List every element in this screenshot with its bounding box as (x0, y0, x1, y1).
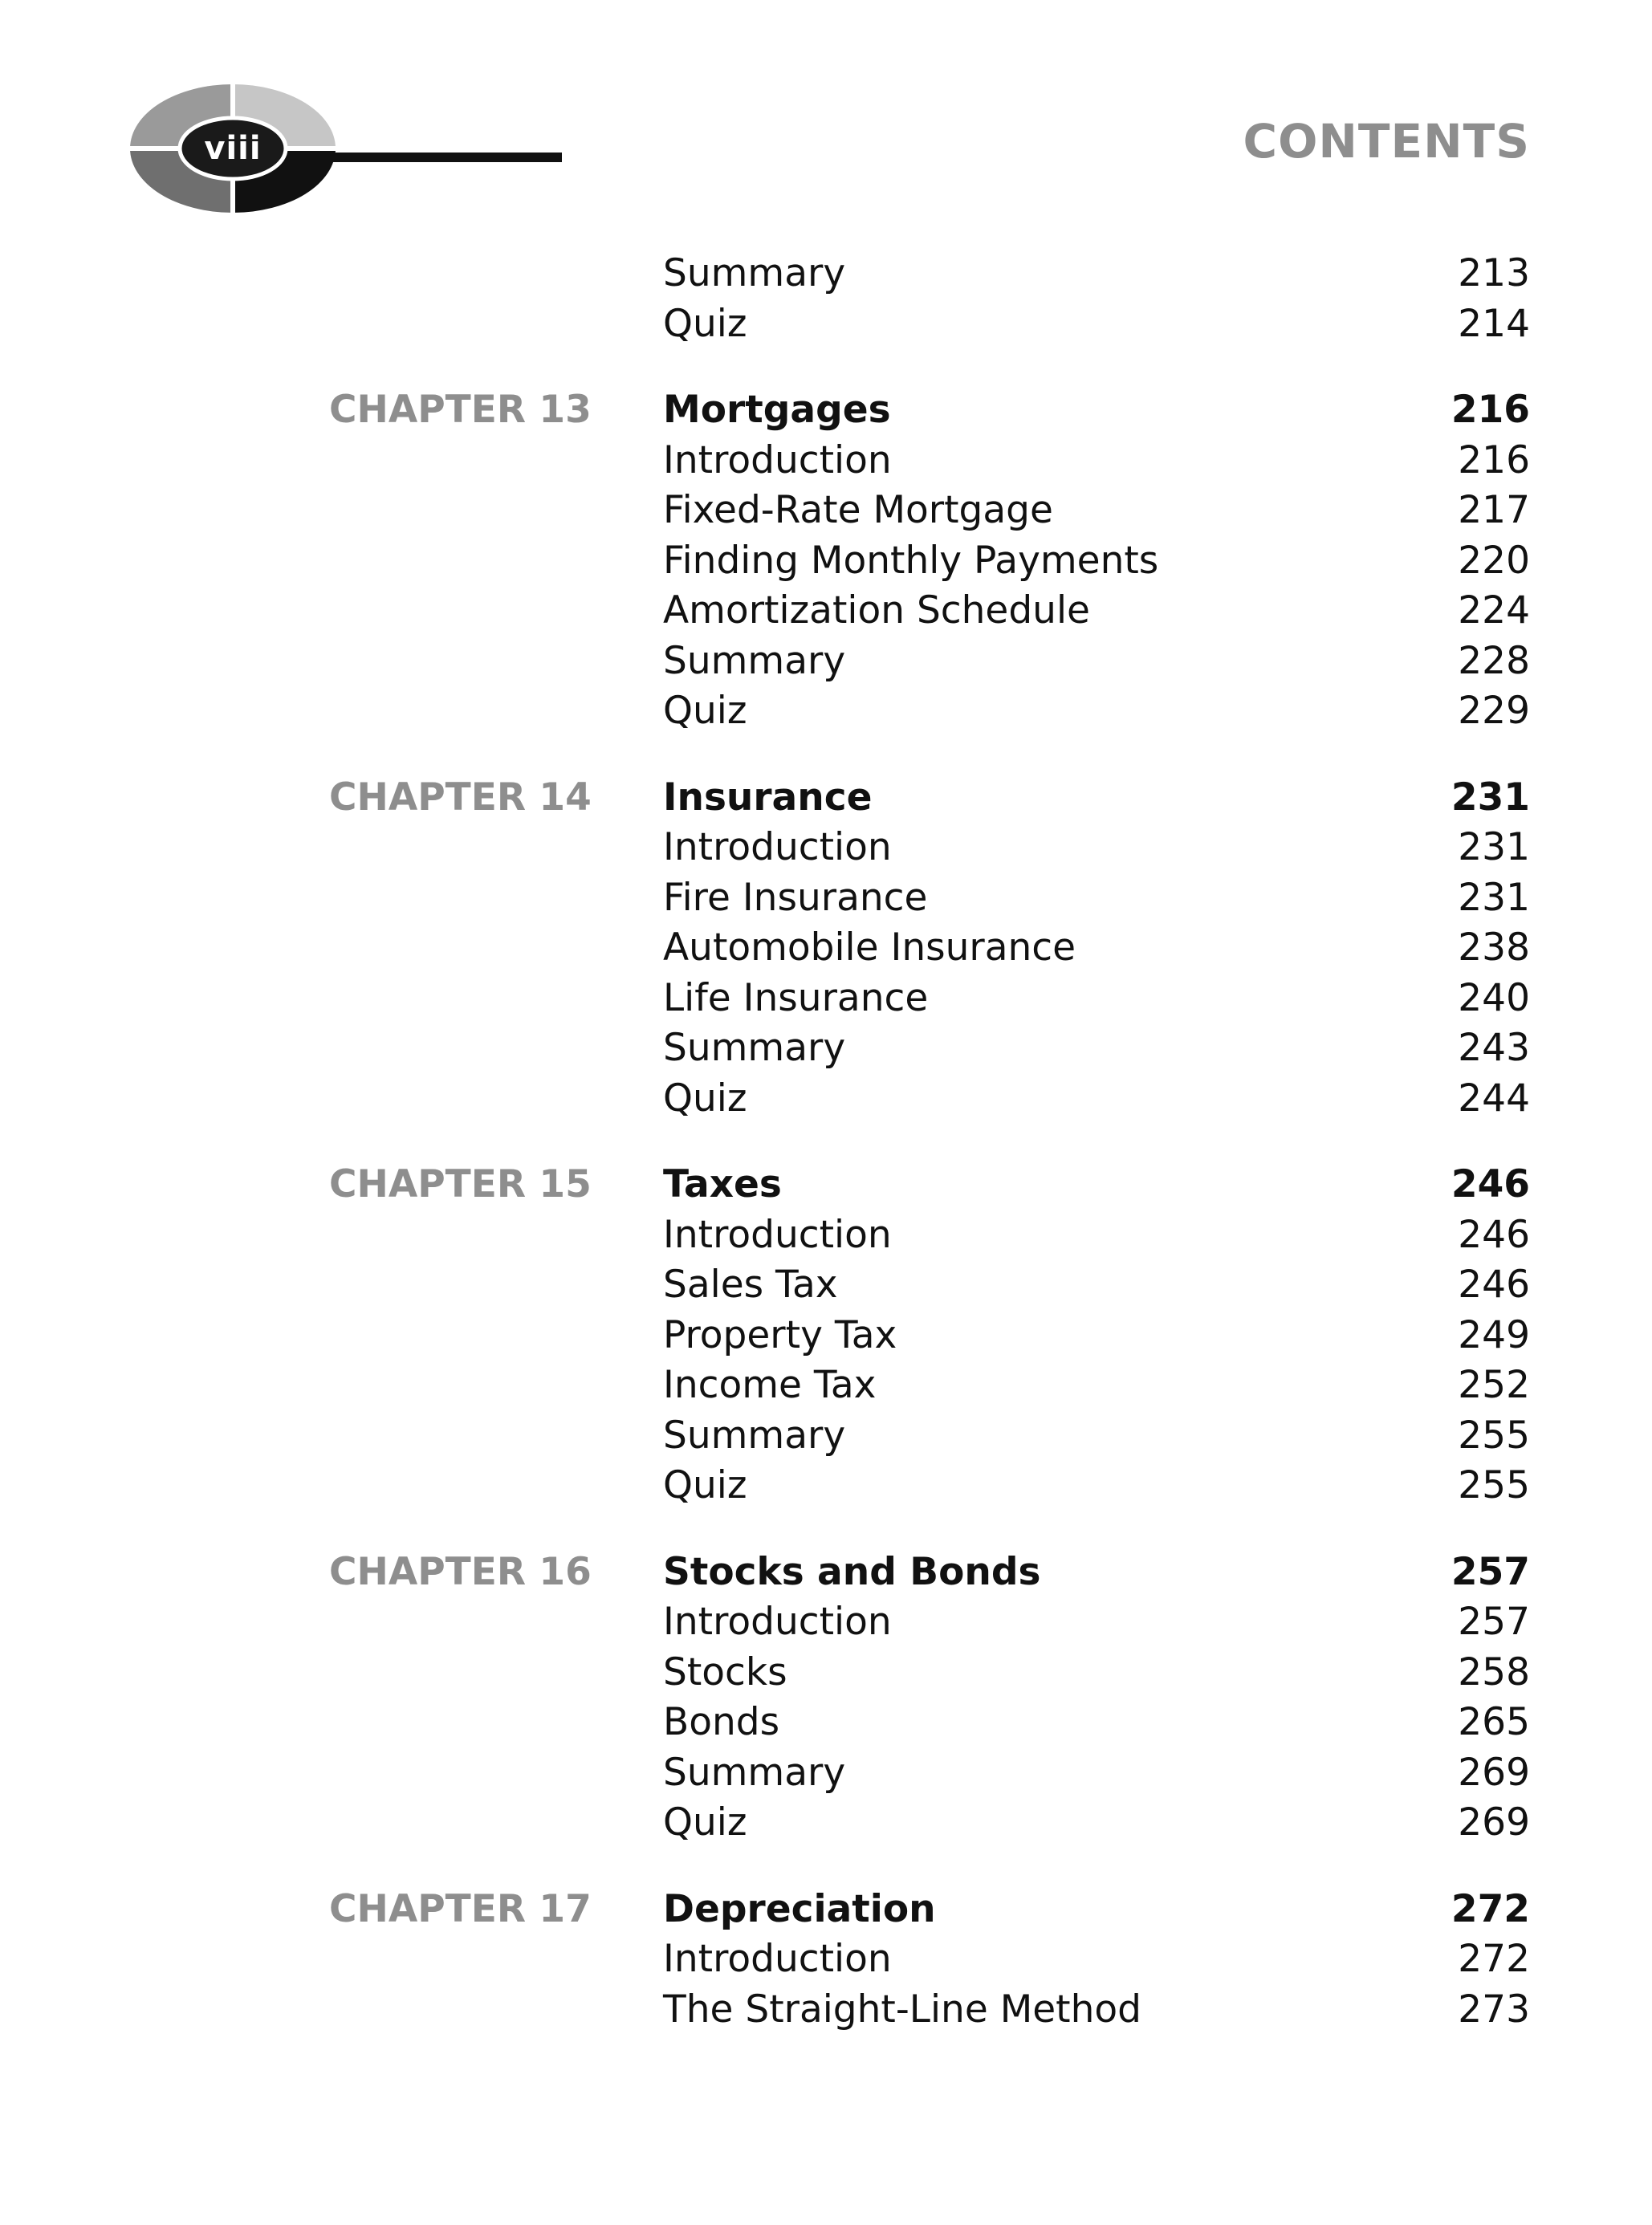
entry-title: Introduction (663, 825, 892, 869)
entry-page: 249 (1458, 1312, 1530, 1357)
running-head: CONTENTS (1243, 114, 1530, 169)
entry-page: 231 (1458, 825, 1530, 869)
entry-page: 252 (1458, 1363, 1530, 1407)
entry-title: Quiz (663, 1463, 747, 1507)
chapter-page: 246 (1451, 1162, 1530, 1206)
toc-entry[interactable] (0, 586, 1652, 637)
chapter-heading[interactable] (0, 773, 1652, 824)
entry-title: Summary (663, 1026, 846, 1070)
entry-page: 220 (1458, 538, 1530, 583)
entry-page: 229 (1458, 689, 1530, 733)
entry-page: 217 (1458, 488, 1530, 532)
entry-page: 214 (1458, 301, 1530, 346)
page-header (0, 0, 1652, 225)
chapter-heading[interactable] (0, 1885, 1652, 1935)
entry-page: 257 (1458, 1600, 1530, 1644)
entry-page: 258 (1458, 1649, 1530, 1694)
toc-entry[interactable] (0, 1698, 1652, 1748)
entry-page: 273 (1458, 1987, 1530, 2032)
chapter-page: 257 (1451, 1549, 1530, 1594)
toc-entry[interactable] (0, 923, 1652, 974)
entry-title: Fixed-Rate Mortgage (663, 488, 1053, 532)
chapter-title: Depreciation (663, 1886, 936, 1931)
chapter-label: CHAPTER 16 (329, 1549, 592, 1594)
entry-title: Introduction (663, 437, 892, 482)
entry-page: 216 (1458, 437, 1530, 482)
chapter-14-block (0, 773, 1652, 1125)
entry-page: 231 (1458, 875, 1530, 920)
chapter-label: CHAPTER 13 (329, 388, 592, 432)
toc-entry[interactable] (0, 1023, 1652, 1074)
toc-entry[interactable] (0, 1934, 1652, 1985)
entry-page: 243 (1458, 1026, 1530, 1070)
chapter-page: 231 (1451, 775, 1530, 820)
entry-title: Automobile Insurance (663, 925, 1076, 970)
toc-entry[interactable] (0, 1798, 1652, 1849)
entry-title: Summary (663, 1750, 846, 1795)
toc-entry[interactable] (0, 637, 1652, 687)
entry-title: Life Insurance (663, 975, 929, 1020)
toc-entry[interactable] (0, 974, 1652, 1024)
entry-page: 255 (1458, 1413, 1530, 1458)
toc-entry[interactable] (0, 823, 1652, 873)
entry-title: Finding Monthly Payments (663, 538, 1159, 583)
chapter-title: Insurance (663, 775, 873, 820)
toc-entry[interactable] (0, 1648, 1652, 1698)
entry-title: Quiz (663, 301, 747, 346)
entry-page: 238 (1458, 925, 1530, 970)
toc-entry[interactable] (0, 1074, 1652, 1125)
chapter-page: 216 (1451, 388, 1530, 432)
entry-page: 240 (1458, 975, 1530, 1020)
toc-entry[interactable] (0, 1210, 1652, 1261)
chapter-17-block (0, 1885, 1652, 2036)
entry-title: Summary (663, 638, 846, 683)
entry-page: 246 (1458, 1263, 1530, 1307)
chapter-15-block (0, 1160, 1652, 1511)
toc-entry[interactable] (0, 1311, 1652, 1361)
toc-entry[interactable] (0, 436, 1652, 486)
chapter-label: CHAPTER 14 (329, 775, 592, 820)
entry-page: 224 (1458, 588, 1530, 633)
chapter-title: Taxes (663, 1162, 782, 1206)
toc-entry[interactable] (0, 873, 1652, 924)
toc-entry[interactable] (0, 1597, 1652, 1648)
entry-title: The Straight-Line Method (663, 1987, 1141, 2032)
entry-page: 228 (1458, 638, 1530, 683)
entry-title: Stocks (663, 1649, 787, 1694)
toc-entry[interactable] (0, 299, 1652, 350)
entry-title: Introduction (663, 1937, 892, 1981)
entry-page: 269 (1458, 1750, 1530, 1795)
toc-entry[interactable] (0, 1260, 1652, 1311)
toc-entry[interactable] (0, 1461, 1652, 1511)
entry-page: 272 (1458, 1937, 1530, 1981)
continued-entries (0, 249, 1652, 349)
toc-entry[interactable] (0, 1411, 1652, 1462)
entry-page: 269 (1458, 1800, 1530, 1845)
toc-entry[interactable] (0, 686, 1652, 737)
entry-page: 244 (1458, 1076, 1530, 1121)
chapter-title: Mortgages (663, 388, 891, 432)
toc-entry[interactable] (0, 249, 1652, 299)
entry-title: Summary (663, 251, 846, 295)
chapter-13-block (0, 385, 1652, 737)
toc-entry[interactable] (0, 536, 1652, 587)
entry-page: 246 (1458, 1212, 1530, 1257)
entry-title: Amortization Schedule (663, 588, 1090, 633)
entry-title: Quiz (663, 1076, 747, 1121)
chapter-title: Stocks and Bonds (663, 1549, 1041, 1594)
chapter-16-block (0, 1548, 1652, 1849)
toc-entry[interactable] (0, 1361, 1652, 1411)
chapter-heading[interactable] (0, 385, 1652, 436)
entry-title: Fire Insurance (663, 875, 928, 920)
chapter-heading[interactable] (0, 1548, 1652, 1598)
entry-title: Bonds (663, 1700, 780, 1744)
chapter-label: CHAPTER 15 (329, 1162, 592, 1206)
chapter-label: CHAPTER 17 (329, 1886, 592, 1931)
table-of-contents (0, 249, 1652, 2071)
toc-entry[interactable] (0, 486, 1652, 536)
entry-title: Introduction (663, 1600, 892, 1644)
entry-title: Property Tax (663, 1312, 897, 1357)
entry-title: Sales Tax (663, 1263, 838, 1307)
entry-page: 255 (1458, 1463, 1530, 1507)
chapter-page: 272 (1451, 1886, 1530, 1931)
entry-title: Income Tax (663, 1363, 877, 1407)
entry-title: Introduction (663, 1212, 892, 1257)
entry-title: Quiz (663, 689, 747, 733)
toc-entry[interactable] (0, 1985, 1652, 2036)
entry-page: 265 (1458, 1700, 1530, 1744)
entry-title: Summary (663, 1413, 846, 1458)
toc-entry[interactable] (0, 1748, 1652, 1799)
entry-page: 213 (1458, 251, 1530, 295)
page-number: viii (204, 130, 262, 167)
entry-title: Quiz (663, 1800, 747, 1845)
chapter-heading[interactable] (0, 1160, 1652, 1210)
